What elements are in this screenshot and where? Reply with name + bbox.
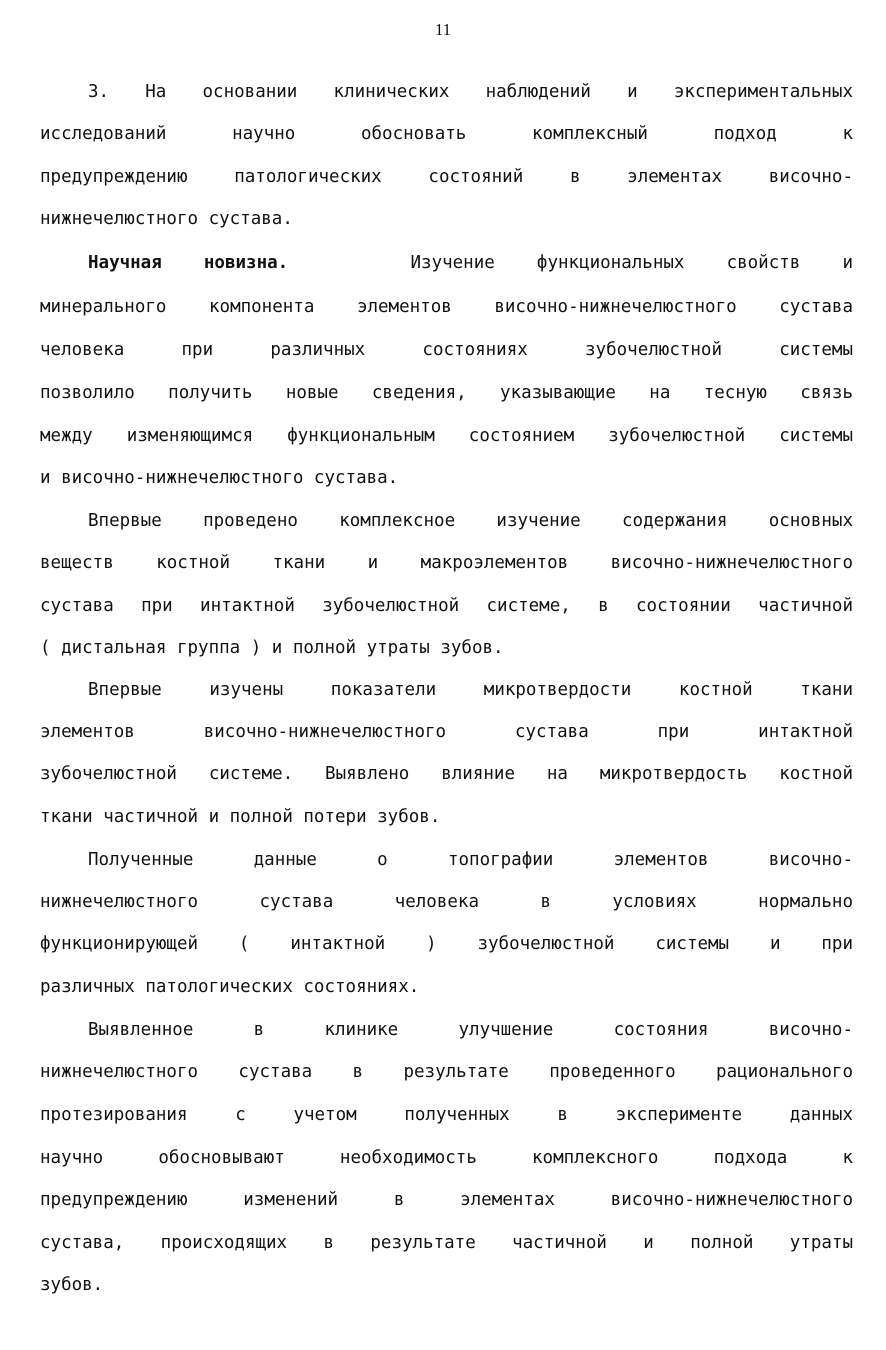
text-line: нижнечелюстного сустава человека в условиях нормально bbox=[40, 892, 853, 912]
text-line-heading bbox=[88, 251, 853, 275]
text-line: исследований научно обосновать комплексный подход к bbox=[40, 124, 853, 144]
text-line: Впервые проведено комплексное изучение содержания основных bbox=[88, 511, 853, 531]
text-line: между изменяющимся функциональным состоянием зубочелюстной системы bbox=[40, 426, 853, 446]
text-line: веществ костной ткани и макроэлементов височно-нижнечелюстного bbox=[40, 553, 853, 573]
text-line: Впервые изучены показатели микротвердости костной ткани bbox=[88, 680, 853, 700]
text-line: позволило получить новые сведения, указывающие на тесную связь bbox=[40, 383, 853, 403]
text-line: ( дистальная группа ) и полной утраты зубов. bbox=[40, 638, 504, 658]
text-line: человека при различных состояниях зубочелюстной системы bbox=[40, 340, 853, 360]
text-line: функционирующей ( интактной ) зубочелюстной системы и при bbox=[40, 934, 853, 954]
text-line: ткани частичной и полной потери зубов. bbox=[40, 807, 441, 827]
text-line: 3. На основании клинических наблюдений и экспериментальных bbox=[88, 82, 853, 102]
text-line: Выявленное в клинике улучшение состояния височно- bbox=[88, 1020, 853, 1040]
text-line: предупреждению патологических состояний в элементах височно- bbox=[40, 167, 853, 187]
text-line: сустава при интактной зубочелюстной системе, в состоянии частичной bbox=[40, 596, 853, 616]
text-line: протезирования с учетом полученных в эксперименте данных bbox=[40, 1105, 853, 1125]
text-line: сустава, происходящих в результате частичной и полной утраты bbox=[40, 1233, 853, 1253]
text-fragment: Изучение функциональных свойств и bbox=[410, 253, 854, 273]
text-line: нижнечелюстного сустава. bbox=[40, 209, 293, 229]
text-line: предупреждению изменений в элементах височно-нижнечелюстного bbox=[40, 1190, 853, 1210]
text-line: нижнечелюстного сустава в результате проведенного рационального bbox=[40, 1062, 853, 1082]
text-line: и височно-нижнечелюстного сустава. bbox=[40, 468, 399, 488]
text-line: элементов височно-нижнечелюстного сустава при интактной bbox=[40, 722, 853, 742]
text-line: зубочелюстной системе. Выявлено влияние на микротвердость костной bbox=[40, 764, 853, 784]
text-line: научно обосновывают необходимость комплексного подхода к bbox=[40, 1148, 853, 1168]
text-line: зубов. bbox=[40, 1275, 104, 1295]
section-heading: Научная новизна. bbox=[88, 253, 289, 273]
page-number: 11 bbox=[434, 20, 452, 39]
text-line: различных патологических состояниях. bbox=[40, 977, 420, 997]
text-line: Полученные данные о топографии элементов височно- bbox=[88, 850, 853, 870]
text-line: минерального компонента элементов височно-нижнечелюстного сустава bbox=[40, 297, 853, 317]
